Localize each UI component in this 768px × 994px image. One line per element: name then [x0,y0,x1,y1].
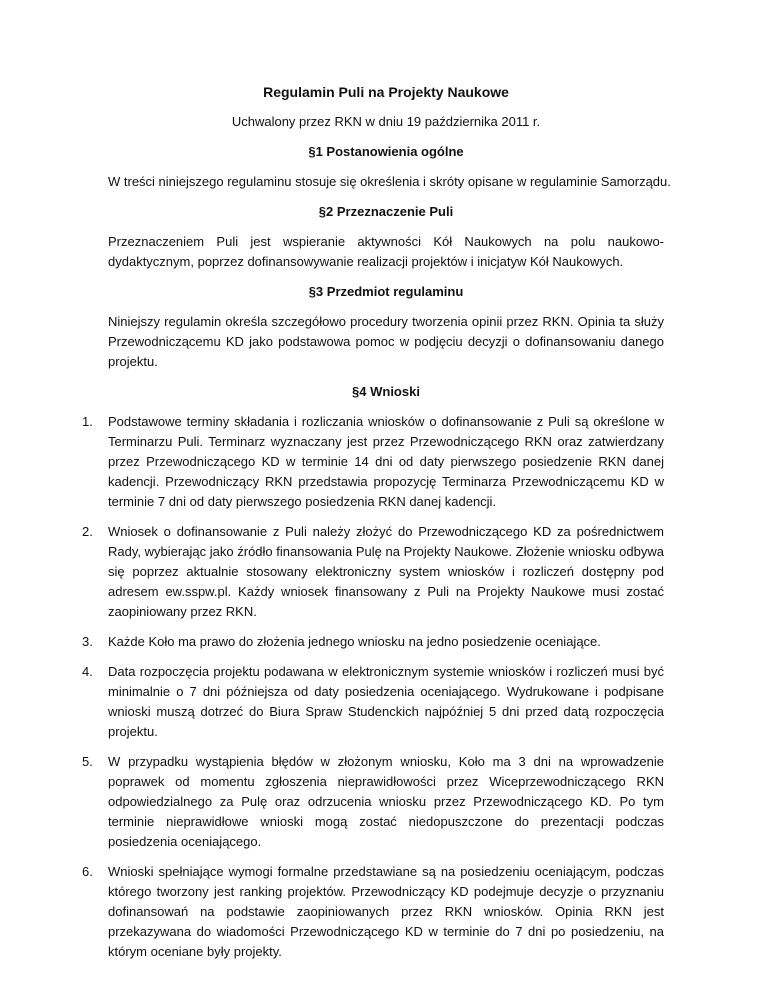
list-item [82,662,664,742]
list-item-number: 3. [82,634,93,649]
list-item-text: Wniosek o dofinansowanie z Puli należy złożyć do Przewodniczącego KD za pośrednictwem Rady, wybierając jako źródło finansowania Pulę na Projekty Naukowe. Złożenie wniosku odbywa się poprzez aktualnie stosowany elektroniczny system wniosków i rozliczeń dostępny pod adresem ew.sspw.pl. Każdy wniosek finansowany z Puli na Projekty Naukowe musi zostać zaopiniowany przez RKN. [108,524,664,619]
section-text-3: Niniejszy regulamin określa szczegółowo procedury tworzenia opinii przez RKN. Opinia ta służy Przewodniczącemu KD jako podstawowa pomoc w podjęciu decyzji o dofinansowaniu danego projektu. [108,314,664,369]
list-item [82,522,664,622]
document-title: Regulamin Puli na Projekty Naukowe [263,84,509,100]
list-item [82,632,664,652]
list-item-text: Każde Koło ma prawo do złożenia jednego wniosku na jedno posiedzenie oceniające. [108,634,601,649]
list-item-number: 2. [82,524,93,539]
list-item-number: 1. [82,414,93,429]
section-heading-3: §3 Przedmiot regulaminu [308,284,464,299]
section-heading-4: §4 Wnioski [352,384,420,399]
document-page [82,82,671,972]
list-item-number: 4. [82,664,93,679]
list-item [82,862,664,962]
list-item-text: Podstawowe terminy składania i rozliczania wniosków o dofinansowanie z Puli są określone w Terminarzu Puli. Terminarz wyznaczany jest przez Przewodniczącego RKN oraz zatwierdzany przez Przewodniczącego KD w terminie 14 dni od daty pierwszego posiedzenie RKN danej kadencji. Przewodniczący RKN przedstawia propozycję Terminarza Przewodniczącemu KD w terminie 7 dni od daty pierwszego posiedzenia RKN danej kadencji. [108,414,664,509]
list-item-number: 5. [82,754,93,769]
section-text-1: W treści niniejszego regulaminu stosuje się określenia i skróty opisane w regulaminie Samorządu. [108,174,671,189]
list-item-number: 6. [82,864,93,879]
list-item-text: Wnioski spełniające wymogi formalne przedstawiane są na posiedzeniu oceniającym, podczas którego tworzony jest ranking projektów. Przewodniczący KD podejmuje decyzje o przyznaniu dofinansowań na podstawie zaopiniowanych przez RKN wniosków. Opinia RKN jest przekazywana do wiadomości Przewodniczącego KD w terminie do 7 dni po posiedzeniu, na którym oceniane były projekty. [108,864,664,959]
list-item-text: Data rozpoczęcia projektu podawana w elektronicznym systemie wniosków i rozliczeń musi być minimalnie o 7 dni późniejsza od daty posiedzenia oceniającego. Wydrukowane i podpisane wnioski muszą dotrzeć do Biura Spraw Studenckich najpóźniej 5 dni przed datą rozpoczęcia projektu. [108,664,664,739]
section-text-2: Przeznaczeniem Puli jest wspieranie aktywności Kół Naukowych na polu naukowo-dydaktycznym, poprzez dofinansowywanie realizacji projektów i inicjatyw Kół Naukowych. [108,234,664,269]
document-subtitle: Uchwalony przez RKN w dniu 19 października 2011 r. [231,114,541,129]
wnioski-list [82,412,664,962]
list-item [82,752,664,852]
section-heading-2: §2 Przeznaczenie Puli [318,204,454,219]
list-item-text: W przypadku wystąpienia błędów w złożonym wniosku, Koło ma 3 dni na wprowadzenie poprawek od momentu zgłoszenia nieprawidłowości przez Wiceprzewodniczącego RKN odpowiedzialnego za Pulę oraz odrzucenia wniosku przez Przewodniczącego KD. Po tym terminie nieprawidłowe wnioski mogą zostać niedopuszczone do prezentacji podczas posiedzenia oceniającego. [108,754,664,849]
list-item [82,412,664,512]
section-heading-1: §1 Postanowienia ogólne [308,144,464,159]
